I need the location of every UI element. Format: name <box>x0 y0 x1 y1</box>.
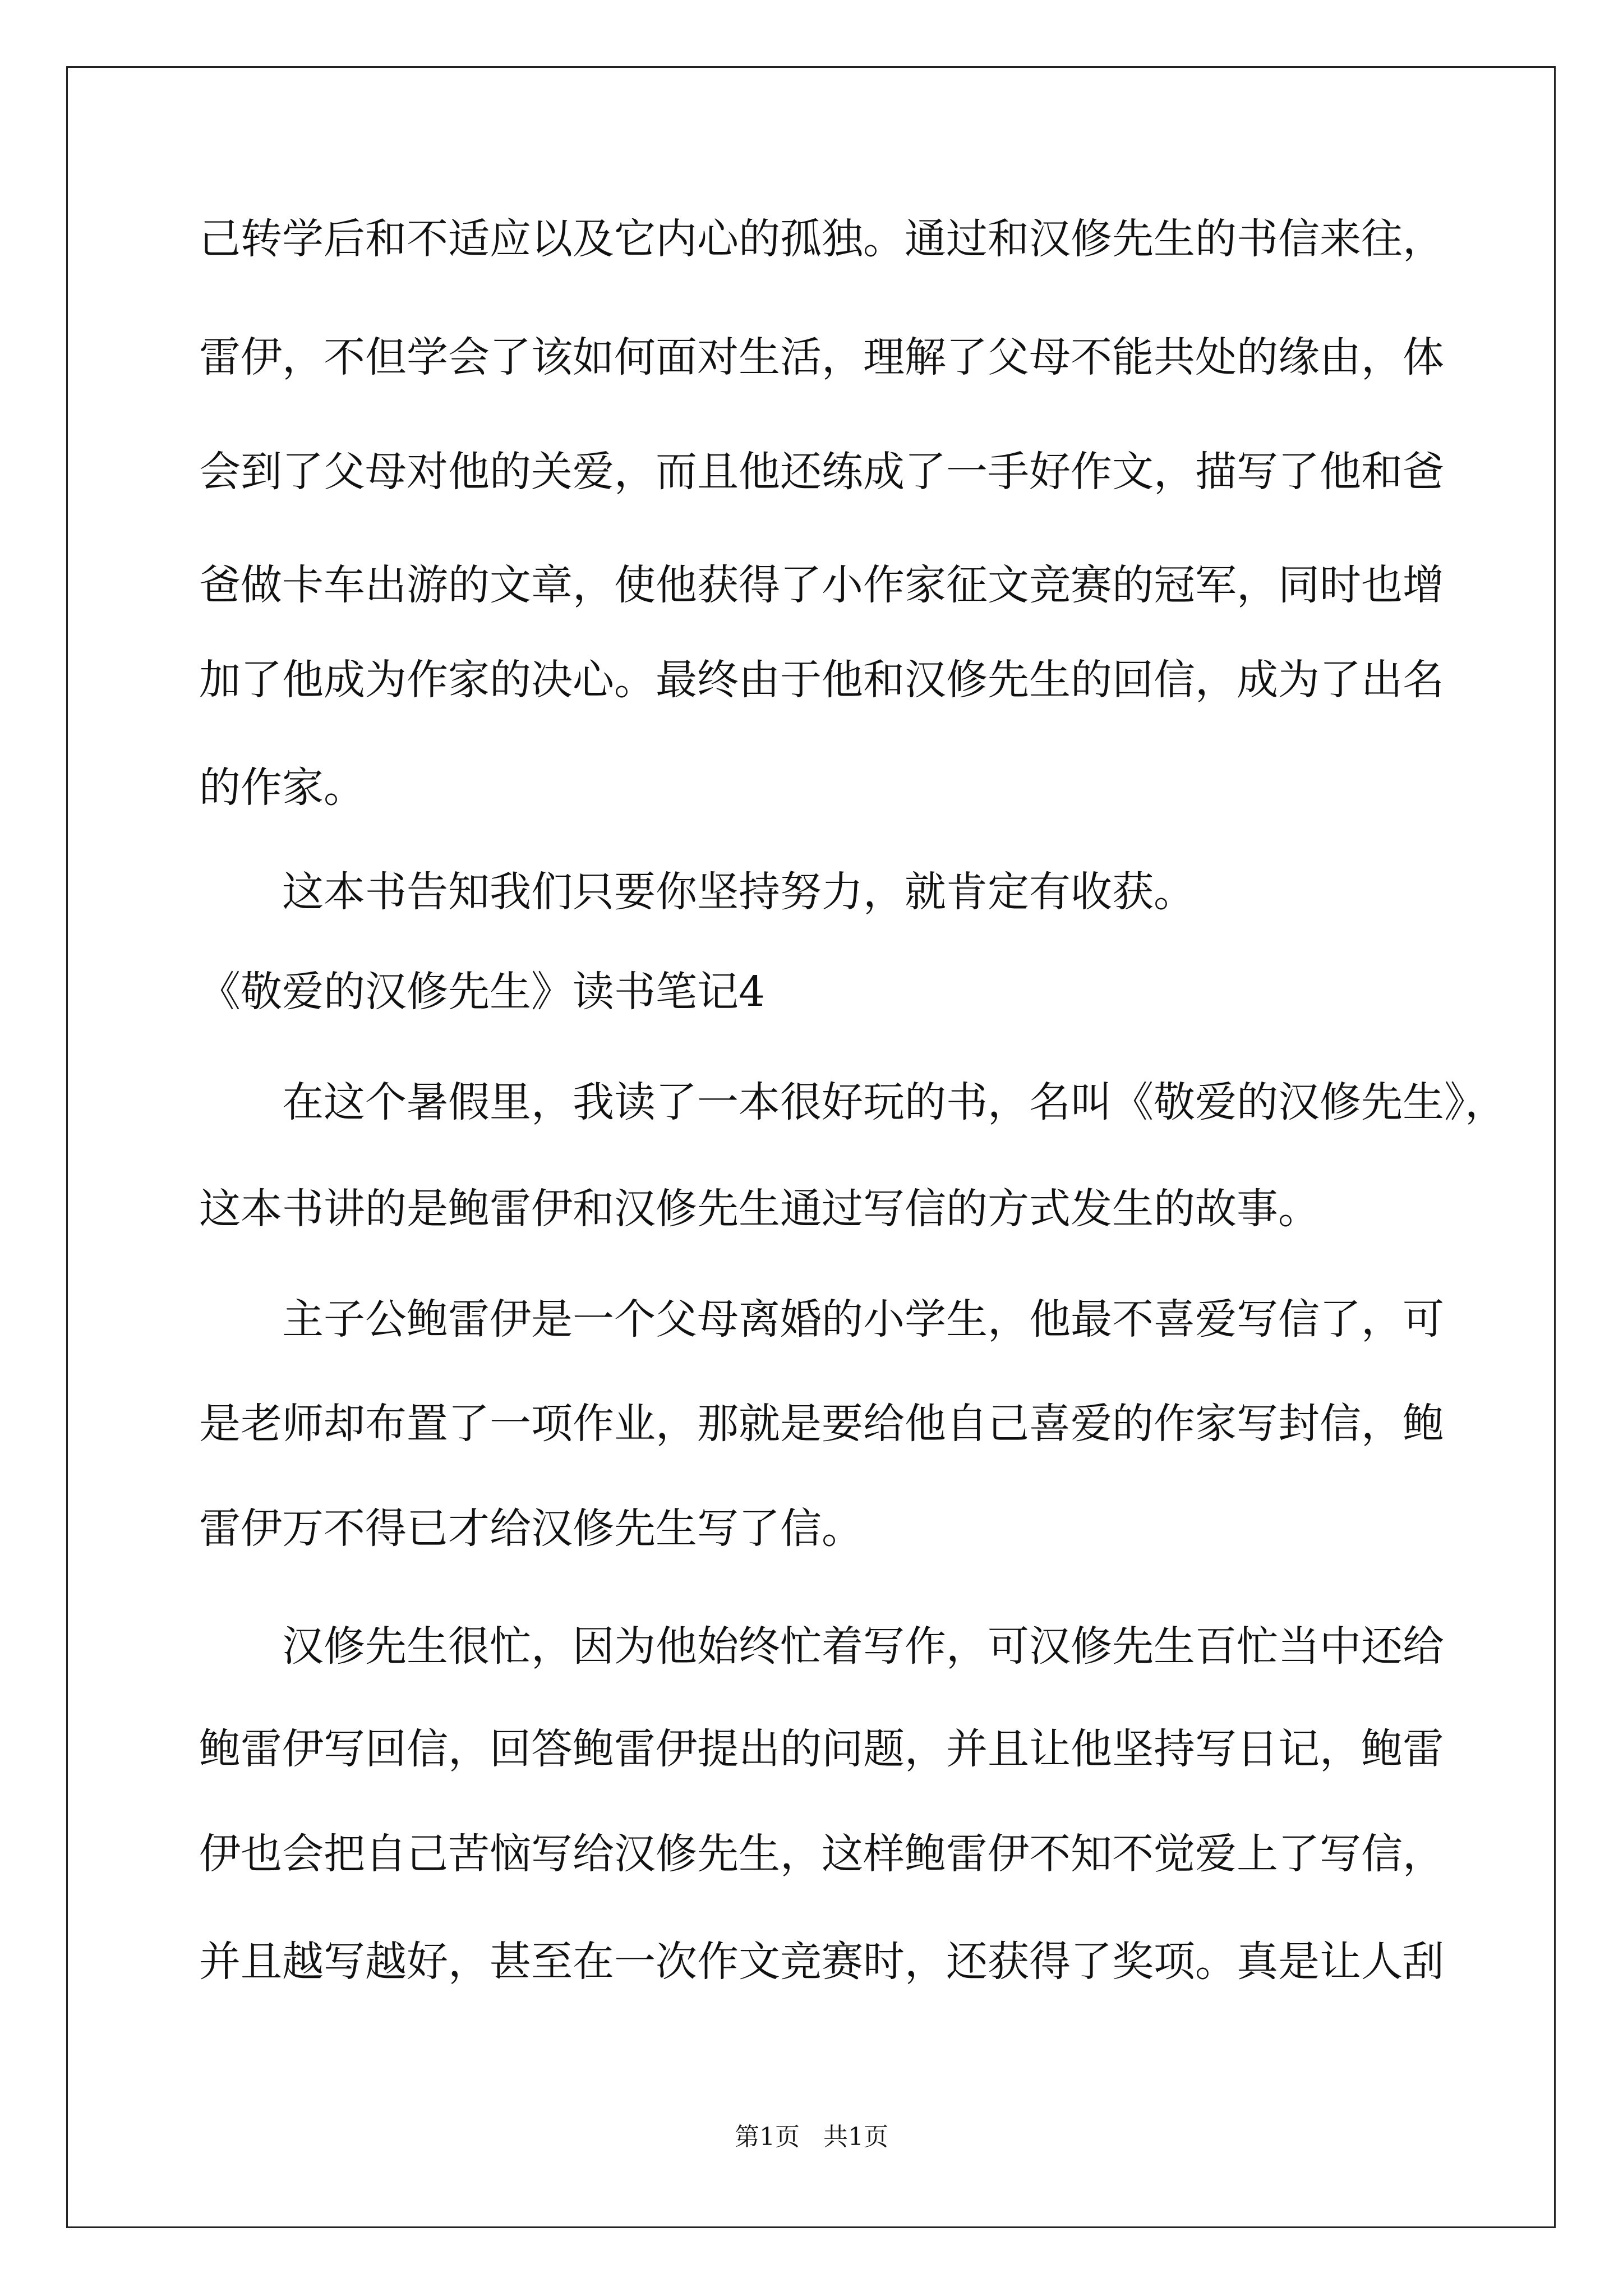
paragraph-4-line-1: 主子公鲍雷伊是一个父母离婚的小学生，他最不喜爱写信了，可 <box>282 1295 1444 1343</box>
section-heading: 《敬爱的汉修先生》读书笔记4 <box>199 968 766 1016</box>
paragraph-5-line-3: 伊也会把自己苦恼写给汉修先生，这样鲍雷伊不知不觉爱上了写信， <box>199 1830 1444 1878</box>
paragraph-1-line-1: 己转学后和不适应以及它内心的孤独。通过和汉修先生的书信来往， <box>199 215 1444 263</box>
paragraph-1-line-6: 的作家。 <box>199 763 365 812</box>
paragraph-1-line-4: 爸做卡车出游的文章，使他获得了小作家征文竞赛的冠军，同时也增 <box>199 561 1444 609</box>
paragraph-4-line-3: 雷伊万不得已才给汉修先生写了信。 <box>199 1504 863 1553</box>
paragraph-5-line-1: 汉修先生很忙，因为他始终忙着写作，可汉修先生百忙当中还给 <box>282 1622 1444 1671</box>
paragraph-4-line-2: 是老师却布置了一项作业，那就是要给他自己喜爱的作家写封信，鲍 <box>199 1400 1444 1448</box>
paragraph-5-line-2: 鲍雷伊写回信，回答鲍雷伊提出的问题，并且让他坚持写日记，鲍雷 <box>199 1725 1444 1773</box>
page-footer: 第1页 共1页 <box>735 2123 888 2151</box>
paragraph-3-line-2: 这本书讲的是鲍雷伊和汉修先生通过写信的方式发生的故事。 <box>199 1185 1320 1233</box>
paragraph-1-line-3: 会到了父母对他的关爱，而且他还练成了一手好作文，描写了他和爸 <box>199 448 1444 496</box>
paragraph-1-line-2: 雷伊，不但学会了该如何面对生活，理解了父母不能共处的缘由，体 <box>199 333 1444 381</box>
paragraph-1-line-5: 加了他成为作家的决心。最终由于他和汉修先生的回信，成为了出名 <box>199 656 1444 704</box>
paragraph-3-line-1: 在这个暑假里，我读了一本很好玩的书，名叫《敬爱的汉修先生》， <box>282 1078 1506 1126</box>
page-border <box>66 66 1556 2228</box>
paragraph-5-line-4: 并且越写越好，甚至在一次作文竞赛时，还获得了奖项。真是让人刮 <box>199 1938 1444 1986</box>
paragraph-2-line-1: 这本书告知我们只要你坚持努力，就肯定有收获。 <box>282 868 1195 916</box>
